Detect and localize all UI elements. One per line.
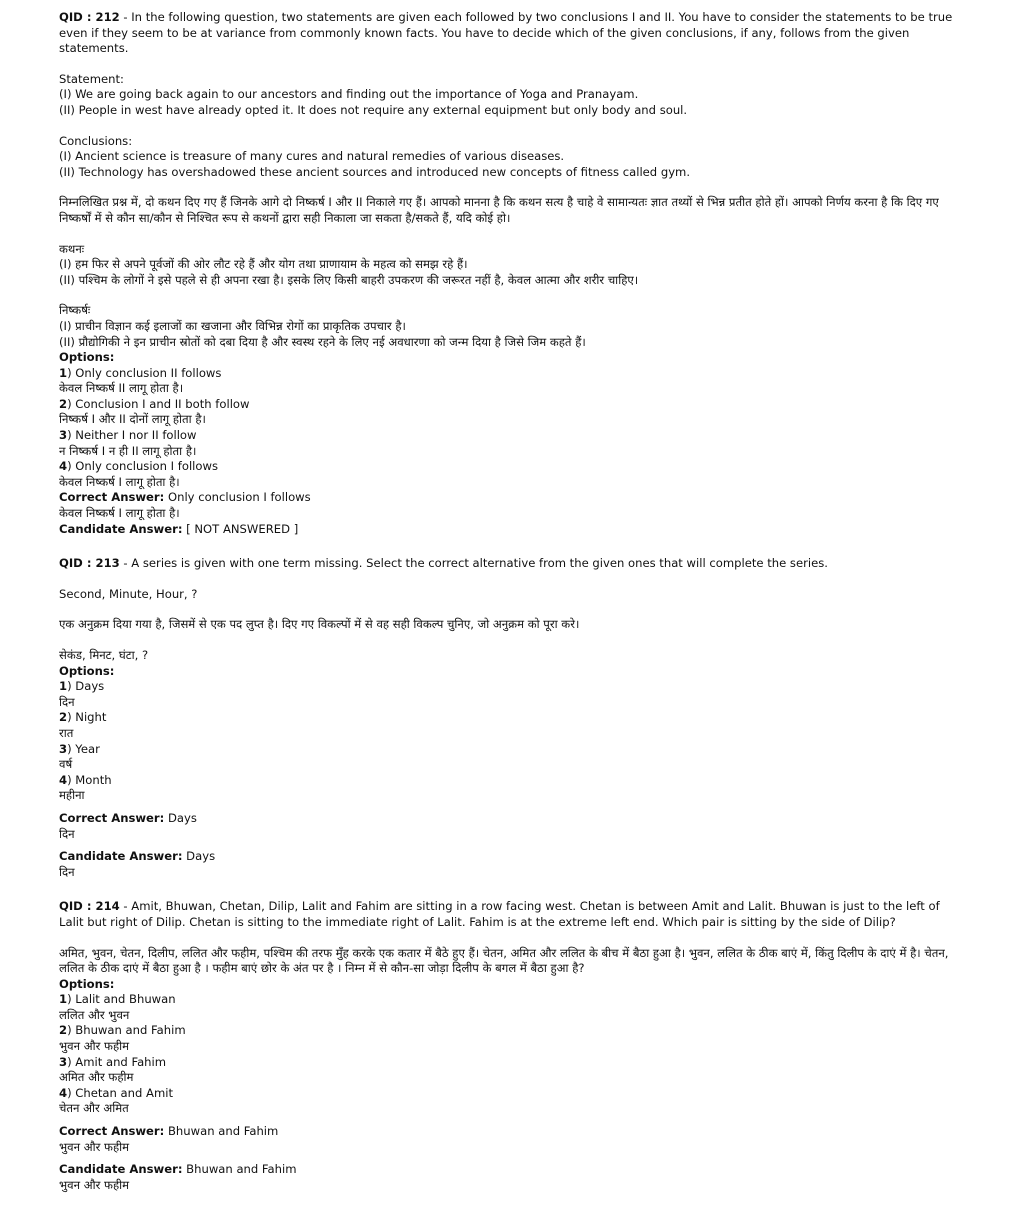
option-2: 2) Bhuwan and Fahim [59,1023,186,1038]
option-2-hi: रात [59,725,74,740]
conclusions-heading-hi: निष्कर्षः [59,303,91,318]
option-1-hi: ललित और भुवन [59,1007,130,1022]
option-3: 3) Neither I nor II follow [59,428,197,443]
option-4: 4) Month [59,772,112,787]
qid-label: QID : 214 [59,899,120,914]
correct-answer-hi: केवल निष्कर्ष I लागू होता है। [59,506,180,521]
correct-answer: Correct Answer: Bhuwan and Fahim [59,1124,279,1139]
option-4: 4) Only conclusion I follows [59,459,219,474]
series-hi: सेकंड, मिनट, घंटा, ? [59,648,149,662]
question-block-212 [59,10,959,537]
option-2-hi: भुवन और फहीम [59,1039,130,1054]
option-2: 2) Conclusion I and II both follow [59,396,250,411]
statement-1-hi: (I) हम फिर से अपने पूर्वजों की ओर लौट रहे हैं और योग तथा प्राणायाम के महत्व को समझ रहे हैं। [59,257,468,272]
question-text-hi: अमित, भुवन, चेतन, दिलीप, ललित और फहीम, पश्चिम की तरफ मुँह करके एक कतार में बैठे हुए हैं। चेतन, अमित और ललित के बीच में बैठा हुआ है। भुवन, ललित के ठीक बाएं में, किंतु दिलीप के दाएं में है। चेतन, ललित के ठीक दाएं में बैठा हुआ है । फहीम बाएं छोर के अंत पर है । निम्न में से कौन-सा जोड़ा दिलीप के बगल में बैठा हुआ है? [59,945,953,976]
option-1: 1) Only conclusion II follows [59,365,222,380]
qid-label: QID : 212 [59,10,120,24]
option-1-hi: दिन [59,694,75,709]
conclusions-heading: Conclusions: [59,133,133,148]
option-1: 1) Lalit and Bhuwan [59,992,176,1007]
option-2-hi: निष्कर्ष I और II दोनों लागू होता है। [59,412,206,427]
option-3-hi: अमित और फहीम [59,1070,134,1085]
conclusion-2-hi: (II) प्रौद्योगिकी ने इन प्राचीन स्रोतों को दबा दिया है और स्वस्थ रहने के लिए नई अवधारणा को जन्म दिया है जिसे जिम कहते हैं। [59,334,586,349]
option-4-hi: चेतन और अमित [59,1101,129,1116]
statement-1: (I) We are going back again to our ancestors and finding out the importance of Yoga and Pranayam. [59,87,639,102]
option-3-hi: न निष्कर्ष I न ही II लागू होता है। [59,443,197,458]
series-en: Second, Minute, Hour, ? [59,586,198,601]
statement-2: (II) People in west have already opted it. It does not require any external equipment but only body and soul. [59,102,688,117]
candidate-answer: Candidate Answer: Bhuwan and Fahim [59,1162,297,1177]
option-1: 1) Days [59,679,105,694]
option-4-hi: केवल निष्कर्ष I लागू होता है। [59,474,180,489]
correct-answer: Correct Answer: Only conclusion I follows [59,490,311,505]
answer-sheet-page [59,10,959,1193]
statement-heading: Statement: [59,71,124,86]
options-label: Options: [59,976,115,991]
correct-answer-hi: भुवन और फहीम [59,1139,130,1154]
option-2: 2) Night [59,710,107,725]
statement-heading-hi: कथनः [59,241,85,256]
options-list [59,366,959,491]
option-3: 3) Amit and Fahim [59,1054,167,1069]
correct-answer-hi: दिन [59,826,75,841]
candidate-answer-hi: दिन [59,864,75,879]
option-4: 4) Chetan and Amit [59,1085,174,1100]
question-block-213 [59,556,959,880]
candidate-answer: Candidate Answer: [ NOT ANSWERED ] [59,521,299,536]
question-text-hi: एक अनुक्रम दिया गया है, जिसमें से एक पद लुप्त है। दिए गए विकल्पों में से वह सही विकल्प चुनिए, जो अनुक्रम को पूरा करे। [59,617,580,632]
question-text-en: QID : 213 - A series is given with one term missing. Select the correct alternative from the given ones that will complete the series. [59,556,828,571]
question-text-en: QID : 212 - In the following question, two statements are given each followed by two conclusions I and II. You have to consider the statements to be true even if they seem to be at variance from commonly known facts. You have to decide which of the given conclusions, if any, follows from the given statements. [59,10,956,56]
options-label: Options: [59,663,115,678]
options-list [59,992,959,1117]
candidate-answer: Candidate Answer: Days [59,849,216,864]
options-label: Options: [59,350,115,365]
correct-answer: Correct Answer: Days [59,810,197,825]
question-text-hi: निम्नलिखित प्रश्न में, दो कथन दिए गए हैं जिनके आगे दो निष्कर्ष I और II निकाले गए हैं। आपको मानना है कि कथन सत्य है चाहे वे सामान्यतः ज्ञात तथ्यों से भिन्न प्रतीत होते हों। आपको निर्णय करना है कि दिए गए निष्कर्षों में से कौन सा/कौन से निश्चित रूप से कथनों द्वारा सही निकाला जा सकता है/सकते हैं, यदि कोई हो। [59,195,943,225]
option-3-hi: वर्ष [59,757,73,772]
option-4-hi: महीना [59,788,85,803]
question-text-en: QID : 214 - Amit, Bhuwan, Chetan, Dilip, Lalit and Fahim are sitting in a row facing west. Chetan is between Amit and Lalit. Bhuwan is just to the left of Lalit but right of Dilip. Chetan is sitting to the immediate right of Lalit. Fahim is at the extreme left end. Which pair is sitting by the side of Dilip? [59,899,944,929]
option-3: 3) Year [59,741,100,756]
statement-2-hi: (II) पश्चिम के लोगों ने इसे पहले से ही अपना रखा है। इसके लिए किसी बाहरी उपकरण की जरूरत नहीं है, केवल आत्मा और शरीर चाहिए। [59,272,639,287]
question-block-214 [59,899,959,1193]
option-1-hi: केवल निष्कर्ष II लागू होता है। [59,381,184,396]
options-list [59,679,959,804]
candidate-answer-hi: भुवन और फहीम [59,1177,130,1192]
qid-label: QID : 213 [59,556,120,571]
conclusion-1: (I) Ancient science is treasure of many cures and natural remedies of various diseases. [59,149,565,164]
conclusion-2: (II) Technology has overshadowed these ancient sources and introduced new concepts of fitness called gym. [59,164,691,179]
conclusion-1-hi: (I) प्राचीन विज्ञान कई इलाजों का खजाना और विभिन्न रोगों का प्राकृतिक उपचार है। [59,318,406,333]
